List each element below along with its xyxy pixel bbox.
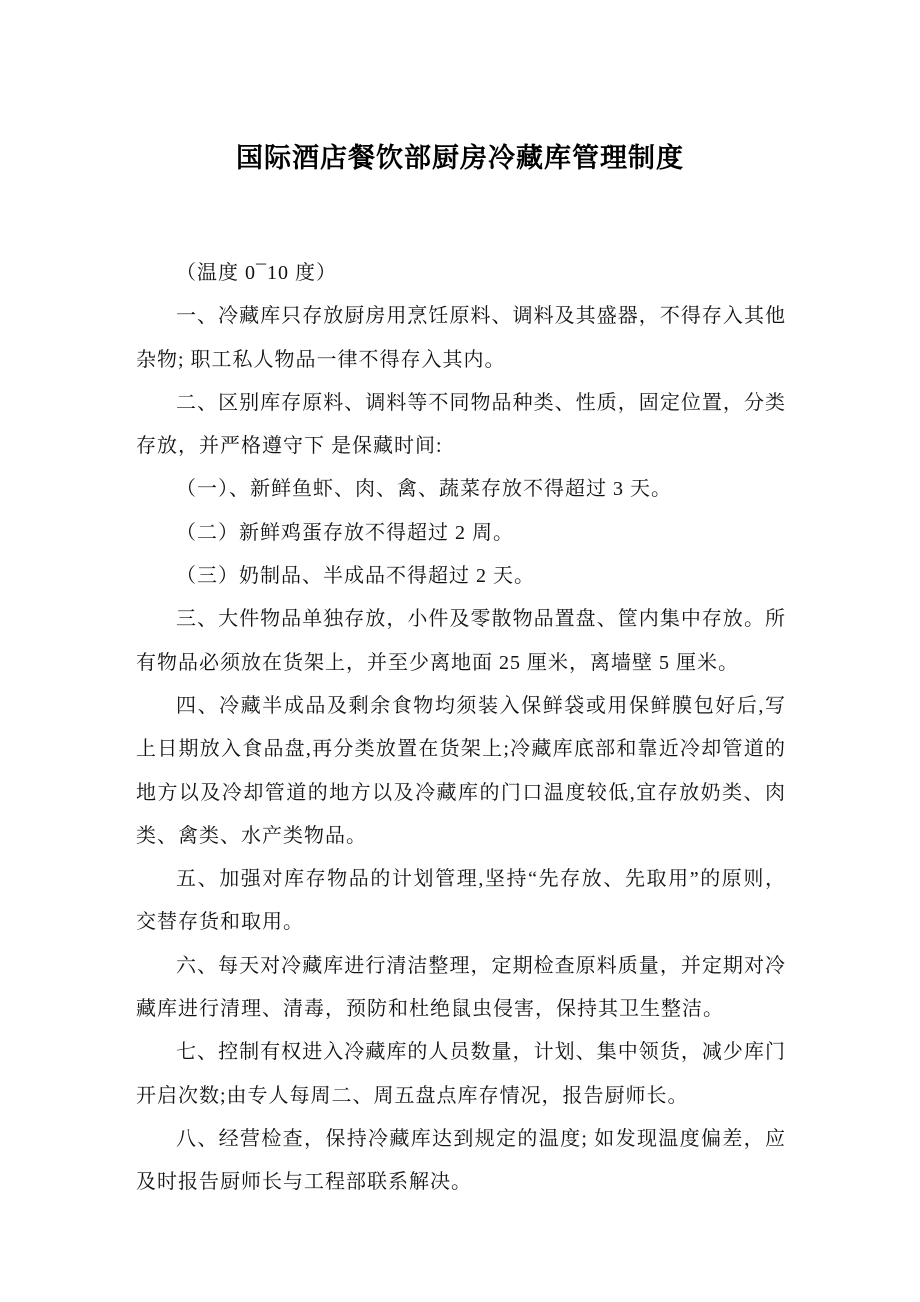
- paragraph: （三）奶制品、半成品不得超过 2 天。: [176, 565, 535, 588]
- paragraph: 六、每天对冷藏库进行清洁整理，定期检查原料质量，并定期对冷藏库进行清理、清毒，预防和杜绝鼠虫侵害，保持其卫生整洁。: [136, 954, 786, 1021]
- paragraph: （一）、新鲜鱼虾、肉、禽、蔬菜存放不得超过 3 天。: [176, 478, 672, 501]
- paragraph: （温度 0¯10 度）: [176, 262, 337, 284]
- paragraph: 三、大件物品单独存放，小件及零散物品置盘、筐内集中存放。所有物品必须放在货架上，并至少离地面 25 厘米，离墙壁 5 厘米。: [136, 608, 786, 674]
- paragraph: 五、加强对库存物品的计划管理,坚持“先存放、先取用”的原则，交替存货和取用。: [136, 868, 786, 934]
- paragraph: 四、冷藏半成品及剩余食物均须装入保鲜袋或用保鲜膜包好后,写上日期放入食品盘,再分类放置在货架上;冷藏库底部和靠近冷却管道的地方以及冷却管道的地方以及冷藏库的门口温度较低,宜存放奶类、肉类、禽类、水产类物品。: [136, 694, 786, 847]
- paragraph: （二）新鲜鸡蛋存放不得超过 2 周。: [176, 521, 514, 544]
- paragraph: 二、区别库存原料、调料等不同物品种类、性质，固定位置，分类存放，并严格遵守下 是保藏时间:: [136, 391, 786, 458]
- document-body: [136, 252, 786, 1205]
- paragraph: 七、控制有权进入冷藏库的人员数量，计划、集中领货，减少库门开启次数;由专人每周二、周五盘点库存情况，报告厨师长。: [136, 1041, 786, 1107]
- paragraph: 八、经营检查，保持冷藏库达到规定的温度; 如发现温度偏差，应及时报告厨师长与工程部联系解决。: [136, 1127, 786, 1194]
- document-title: 国际酒店餐饮部厨房冷藏库管理制度: [236, 143, 684, 173]
- paragraph: 一、冷藏库只存放厨房用烹饪原料、调料及其盛器，不得存入其他杂物; 职工私人物品一律不得存入其内。: [136, 305, 786, 371]
